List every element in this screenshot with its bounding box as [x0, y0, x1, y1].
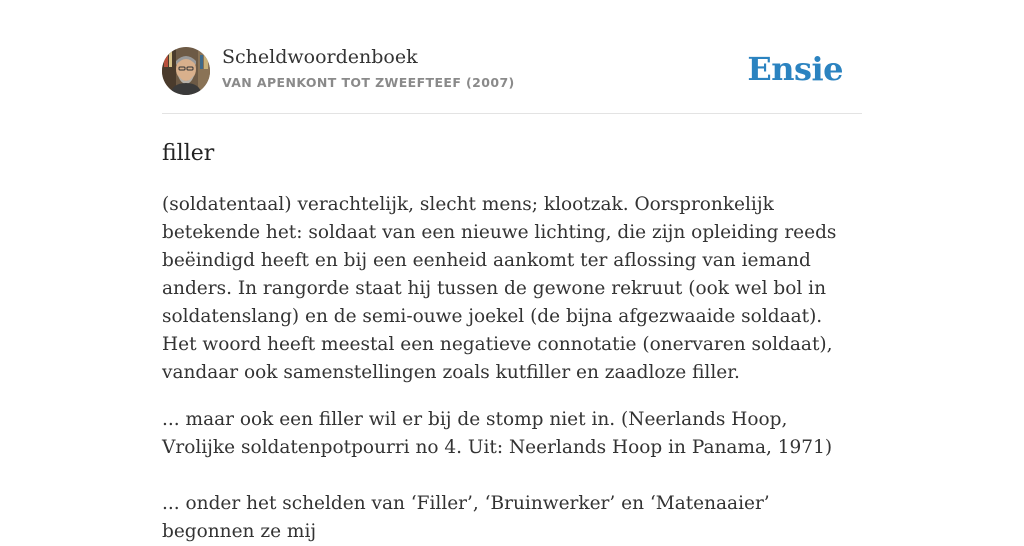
avatar-image — [162, 47, 210, 95]
ensie-logo[interactable]: Ensie — [747, 50, 843, 88]
book-subtitle: VAN APENKONT TOT ZWEEFTEEF (2007) — [222, 75, 515, 90]
page — [162, 0, 862, 546]
entry-quote: ... maar ook een filler wil er bij de stomp niet in. (Neerlands Hoop, Vrolijke soldatenpotpourri no 4. Uit: Neerlands Hoop in Panama, 1971) — [162, 409, 833, 458]
author-avatar[interactable] — [162, 47, 210, 95]
entry-definition: (soldatentaal) verachtelijk, slecht mens; klootzak. Oorspronkelijk betekende het: soldaat van een nieuwe lichting, die zijn opleiding reeds beëindigd heeft en bij een eenheid aankomt ter aflossing van iemand anders. In rangorde staat hij tussen de gewone rekruut (ook wel bol in soldatenslang) en de semi-ouwe joekel (de bijna afgezwaaide soldaat). Het woord heeft meestal een negatieve connotatie (onervaren soldaat), vandaar ook samenstellingen zoals kutfiller en zaadloze filler. — [162, 194, 837, 383]
header — [162, 0, 862, 114]
entry-title: filler — [162, 141, 215, 166]
entry-quote: ... onder het schelden van ‘Filler’, ‘Bruinwerker’ en ‘Matenaaier’ begonnen ze mij — [162, 493, 770, 542]
book-title[interactable]: Scheldwoordenboek — [222, 46, 418, 68]
